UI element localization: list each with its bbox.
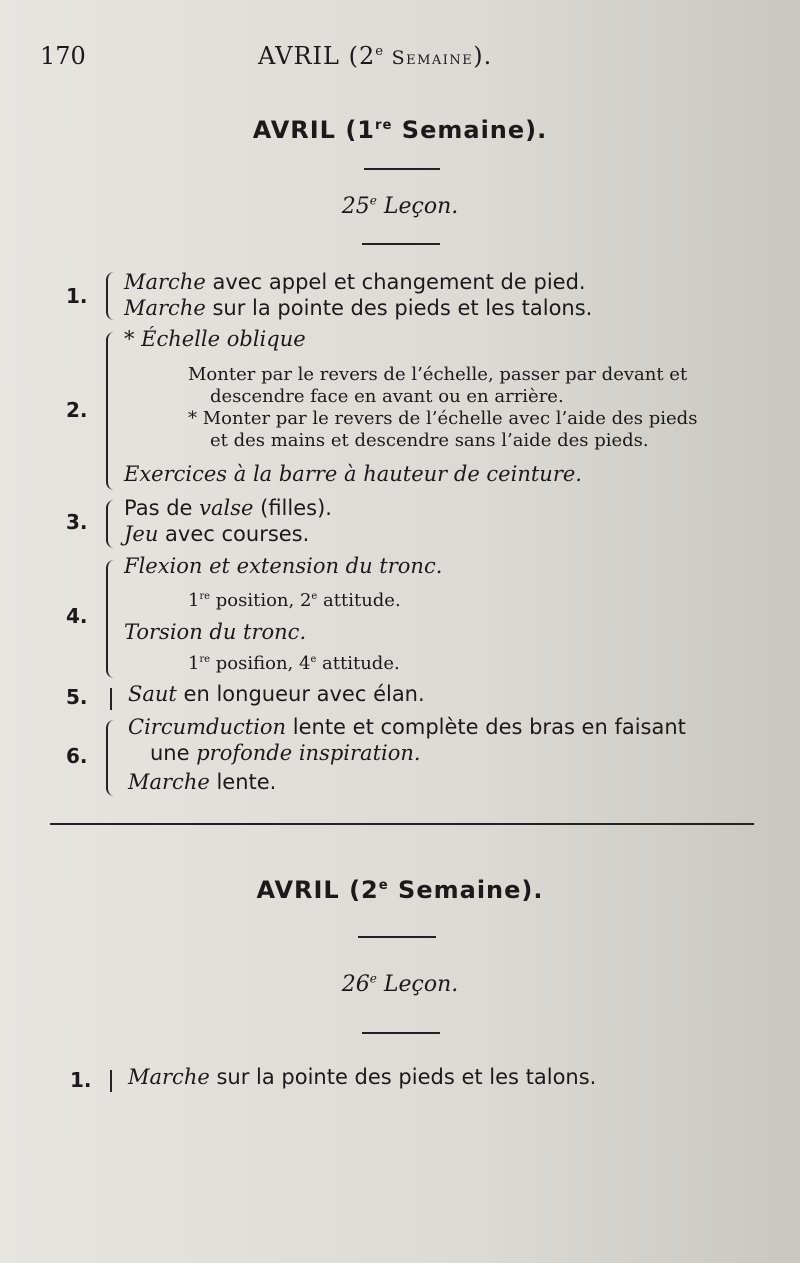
running-title-main: AVRIL (2 bbox=[258, 42, 376, 70]
ordinal-sup: re bbox=[199, 591, 211, 602]
exercise-line bbox=[124, 462, 582, 486]
lesson-heading-25 bbox=[0, 194, 800, 219]
line-text: Pas de bbox=[124, 496, 200, 520]
lesson-heading-26 bbox=[0, 972, 800, 997]
italic-term: Marche bbox=[124, 296, 206, 320]
lesson-sup: e bbox=[369, 971, 377, 986]
line-text: attitude. bbox=[317, 590, 401, 611]
running-title-end: ). bbox=[473, 42, 493, 70]
title-rule bbox=[358, 936, 436, 938]
italic-term: Jeu bbox=[124, 522, 159, 546]
running-title bbox=[258, 42, 492, 70]
line-text: une bbox=[150, 741, 197, 765]
brace bbox=[106, 332, 118, 490]
exercise-number: 2. bbox=[66, 398, 88, 422]
single-bar bbox=[110, 1070, 112, 1092]
lesson-rule bbox=[362, 1032, 440, 1034]
exercise-line bbox=[124, 496, 332, 520]
line-text: (filles). bbox=[253, 496, 332, 520]
ordinal-sup: e bbox=[310, 654, 317, 665]
italic-term: valse bbox=[199, 496, 254, 520]
title-end: Semaine). bbox=[392, 116, 548, 144]
section-title-week2 bbox=[0, 876, 800, 904]
exercise-line bbox=[128, 682, 425, 706]
title-sup: re bbox=[375, 118, 393, 133]
line-text: en longueur avec élan. bbox=[176, 682, 425, 706]
exercise-number: 1. bbox=[70, 1068, 92, 1092]
lesson-number: 26 bbox=[341, 972, 370, 997]
ordinal-sup: e bbox=[311, 591, 318, 602]
brace bbox=[106, 500, 116, 548]
brace bbox=[106, 560, 118, 678]
brace bbox=[106, 720, 118, 796]
italic-term: * Échelle oblique bbox=[124, 327, 306, 351]
instruction-line bbox=[188, 653, 400, 674]
line-text: sur la pointe des pieds et les talons. bbox=[205, 296, 593, 320]
section-divider bbox=[50, 823, 754, 825]
italic-term: Marche bbox=[124, 270, 206, 294]
lesson-label: Leçon. bbox=[376, 194, 459, 219]
instruction-line: descendre face en avant ou en arrière. bbox=[210, 386, 564, 407]
title-text: AVRIL (1 bbox=[252, 116, 375, 144]
line-text: sur la pointe des pieds et les talons. bbox=[209, 1065, 597, 1089]
brace bbox=[106, 272, 116, 320]
exercise-line bbox=[124, 296, 592, 320]
lesson-sup: e bbox=[369, 193, 377, 208]
ordinal: 1 bbox=[188, 590, 200, 611]
line-text: avec appel et changement de pied. bbox=[205, 270, 586, 294]
instruction-line: Monter par le revers de l’échelle, passer par devant et bbox=[188, 364, 688, 385]
page-number: 170 bbox=[40, 42, 86, 70]
exercise-line bbox=[128, 770, 276, 794]
exercise-line bbox=[124, 270, 586, 294]
italic-term: Torsion du tronc. bbox=[124, 620, 307, 644]
exercise-line bbox=[128, 715, 686, 739]
title-end: Semaine). bbox=[388, 876, 544, 904]
running-title-sup: e bbox=[375, 44, 385, 59]
line-text: avec courses. bbox=[158, 522, 310, 546]
italic-term: Flexion et extension du tronc. bbox=[124, 554, 443, 578]
exercise-number: 5. bbox=[66, 685, 88, 709]
exercise-line bbox=[124, 522, 309, 546]
instruction-line: et des mains et descendre sans l’aide des pieds. bbox=[210, 430, 649, 451]
exercise-number: 3. bbox=[66, 510, 88, 534]
line-text: attitude. bbox=[316, 653, 400, 674]
ordinal: 1 bbox=[188, 653, 200, 674]
exercise-line bbox=[124, 620, 306, 644]
running-title-smallcaps: Semaine bbox=[384, 47, 474, 69]
single-bar bbox=[110, 688, 112, 710]
italic-term: Saut bbox=[128, 682, 177, 706]
instruction-line bbox=[188, 590, 401, 611]
lesson-rule bbox=[362, 243, 440, 245]
italic-term: Marche bbox=[128, 770, 210, 794]
italic-term: Marche bbox=[128, 1065, 210, 1089]
title-sup: e bbox=[378, 878, 389, 893]
italic-term: Circumduction bbox=[128, 715, 287, 739]
ordinal-sup: re bbox=[199, 654, 211, 665]
exercise-line bbox=[150, 741, 421, 765]
exercise-number: 4. bbox=[66, 604, 88, 628]
exercise-line bbox=[128, 1065, 596, 1089]
title-rule bbox=[364, 168, 440, 170]
italic-term: Exercices à la barre à hauteur de ceinture. bbox=[124, 462, 582, 486]
exercise-line bbox=[124, 554, 442, 578]
lesson-number: 25 bbox=[341, 194, 370, 219]
lesson-label: Leçon. bbox=[376, 972, 459, 997]
line-text: lente et complète des bras en faisant bbox=[286, 715, 686, 739]
line-text: lente. bbox=[209, 770, 277, 794]
instruction-line: * Monter par le revers de l’échelle avec l’aide des pieds bbox=[188, 408, 698, 429]
line-text: posifion, 4 bbox=[210, 653, 311, 674]
italic-term: profonde inspiration. bbox=[196, 741, 421, 765]
exercise-number: 6. bbox=[66, 744, 88, 768]
exercise-number: 1. bbox=[66, 284, 88, 308]
line-text: position, 2 bbox=[210, 590, 312, 611]
title-text: AVRIL (2 bbox=[256, 876, 379, 904]
section-title-week1 bbox=[0, 116, 800, 144]
exercise-line bbox=[124, 327, 306, 351]
